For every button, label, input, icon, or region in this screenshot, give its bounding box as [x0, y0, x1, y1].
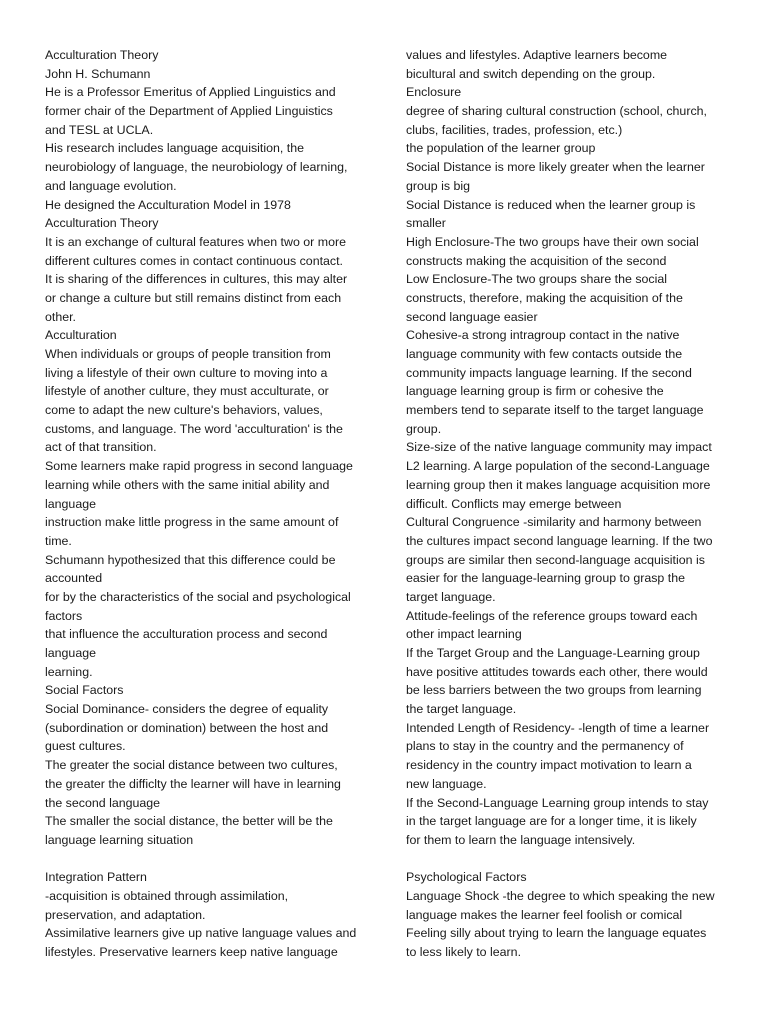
text-line: be less barriers between the two groups from learning: [406, 683, 702, 698]
text-line: values and lifestyles. Adaptive learners become: [406, 48, 668, 62]
text-line: difficult. Conflicts may emerge between: [406, 496, 622, 511]
text-line: When individuals or groups of people transition from: [45, 347, 331, 361]
text-line: accounted: [45, 571, 103, 586]
text-line: Social Dominance- considers the degree of equality: [45, 702, 329, 717]
text-line: neurobiology of language, the neurobiology of learning,: [45, 160, 348, 175]
text-line: bicultural and switch depending on the group.: [406, 66, 656, 81]
text-line: Assimilative learners give up native language values and: [45, 926, 357, 941]
text-line: (subordination or domination) between the host and: [45, 720, 329, 735]
text-line: language community with few contacts outside the: [406, 347, 683, 361]
text-line: new language.: [406, 776, 487, 791]
text-line: Size-size of the native language community may impact: [406, 440, 712, 455]
text-line: constructs making the acquisition of the second: [406, 253, 667, 268]
text-line: Intended Length of Residency- -length of time a learner: [406, 720, 710, 735]
text-line: for them to learn the language intensively.: [406, 832, 636, 847]
text-line: second language easier: [406, 309, 538, 324]
text-line: the population of the learner group: [406, 141, 596, 156]
text-line: He is a Professor Emeritus of Applied Linguistics and: [45, 85, 336, 100]
text-line: Social Distance is more likely greater when the learner: [406, 160, 705, 175]
text-line: living a lifestyle of their own culture to moving into a: [45, 365, 328, 380]
text-line: and TESL at UCLA.: [45, 122, 154, 137]
text-line: clubs, facilities, trades, profession, etc.): [406, 122, 623, 137]
text-line: different cultures comes in contact continuous contact.: [45, 253, 343, 268]
text-line: John H. Schumann: [45, 66, 151, 81]
text-line: learning while others with the same initial ability and: [45, 477, 330, 492]
text-line: members tend to separate itself to the target language: [406, 403, 704, 418]
text-line: Acculturation: [45, 328, 117, 343]
text-line: the second language: [45, 795, 161, 810]
text-line: or change a culture but still remains distinct from each: [45, 290, 342, 305]
text-line: Social Factors: [45, 683, 124, 698]
text-line: Integration Pattern: [45, 870, 147, 885]
text-line: Cultural Congruence -similarity and harmony between: [406, 515, 702, 530]
left-text-column: [45, 46, 370, 962]
text-line: language makes the learner feel foolish or comical: [406, 907, 683, 922]
text-line: It is sharing of the differences in cultures, this may alter: [45, 272, 348, 287]
text-line: -acquisition is obtained through assimilation,: [45, 888, 289, 903]
blank-line: [45, 850, 370, 869]
text-line: guest cultures.: [45, 739, 126, 754]
text-line: target language.: [406, 589, 496, 604]
text-line: Psychological Factors: [406, 870, 527, 885]
text-line: and language evolution.: [45, 178, 177, 193]
text-line: that influence the acculturation process and second: [45, 627, 328, 642]
text-line: lifestyle of another culture, they must acculturate, or: [45, 384, 329, 399]
text-line: Acculturation Theory: [45, 48, 159, 62]
text-line: learning group then it makes language acquisition more: [406, 477, 711, 492]
text-line: groups are similar then second-language acquisition is: [406, 552, 705, 567]
text-line: have positive attitudes towards each other, there would: [406, 664, 708, 679]
text-line: for by the characteristics of the social and psychological: [45, 589, 351, 604]
text-line: constructs, therefore, making the acquisition of the: [406, 290, 683, 305]
text-line: His research includes language acquisition, the: [45, 141, 304, 156]
blank-line: [406, 850, 736, 869]
text-line: plans to stay in the country and the permanency of: [406, 739, 684, 754]
text-line: If the Target Group and the Language-Learning group: [406, 646, 700, 660]
text-line: group.: [406, 421, 442, 436]
text-line: easier for the language-learning group to grasp the: [406, 571, 685, 586]
text-line: lifestyles. Preservative learners keep native language: [45, 945, 338, 959]
text-line: language: [45, 496, 96, 511]
text-line: the target language.: [406, 702, 517, 717]
text-line: act of that transition.: [45, 440, 157, 455]
text-line: other impact learning: [406, 627, 522, 642]
text-line: Language Shock -the degree to which speaking the new: [406, 888, 715, 903]
text-line: language: [45, 646, 96, 660]
text-line: Cohesive-a strong intragroup contact in the native: [406, 328, 680, 343]
text-line: Enclosure: [406, 85, 462, 100]
text-line: former chair of the Department of Applied Linguistics: [45, 104, 333, 119]
text-line: Low Enclosure-The two groups share the social: [406, 272, 668, 287]
text-line: instruction make little progress in the same amount of: [45, 515, 339, 530]
text-line: The smaller the social distance, the better will be the: [45, 814, 333, 829]
text-line: It is an exchange of cultural features when two or more: [45, 234, 346, 249]
text-line: come to adapt the new culture's behaviors, values,: [45, 403, 323, 418]
text-line: smaller: [406, 216, 446, 231]
text-line: Social Distance is reduced when the learner group is: [406, 197, 696, 212]
text-line: in the target language are for a longer time, it is likely: [406, 814, 697, 829]
text-line: Acculturation Theory: [45, 216, 159, 231]
text-line: The greater the social distance between two cultures,: [45, 758, 338, 773]
text-line: Schumann hypothesized that this difference could be: [45, 552, 336, 567]
text-line: to less likely to learn.: [406, 945, 522, 959]
text-line: the cultures impact second language learning. If the two: [406, 533, 713, 548]
text-line: other.: [45, 309, 77, 324]
text-line: residency in the country impact motivation to learn a: [406, 758, 692, 773]
text-line: Feeling silly about trying to learn the language equates: [406, 926, 707, 941]
text-line: preservation, and adaptation.: [45, 907, 206, 922]
text-line: High Enclosure-The two groups have their own social: [406, 234, 699, 249]
text-line: customs, and language. The word 'acculturation' is the: [45, 421, 343, 436]
text-line: L2 learning. A large population of the second-Language: [406, 459, 710, 474]
text-line: group is big: [406, 178, 471, 193]
text-line: Attitude-feelings of the reference groups toward each: [406, 608, 698, 623]
text-line: He designed the Acculturation Model in 1978: [45, 197, 291, 212]
text-line: language learning group is firm or cohesive the: [406, 384, 664, 399]
text-line: language learning situation: [45, 832, 194, 847]
right-text-column: [406, 46, 736, 962]
text-line: If the Second-Language Learning group intends to stay: [406, 795, 709, 810]
text-line: Some learners make rapid progress in second language: [45, 459, 353, 474]
text-line: degree of sharing cultural construction (school, church,: [406, 104, 707, 119]
text-line: time.: [45, 533, 72, 548]
text-line: learning.: [45, 664, 93, 679]
text-line: community impacts language learning. If the second: [406, 365, 692, 380]
text-line: the greater the difficlty the learner will have in learning: [45, 776, 341, 791]
text-line: factors: [45, 608, 83, 623]
